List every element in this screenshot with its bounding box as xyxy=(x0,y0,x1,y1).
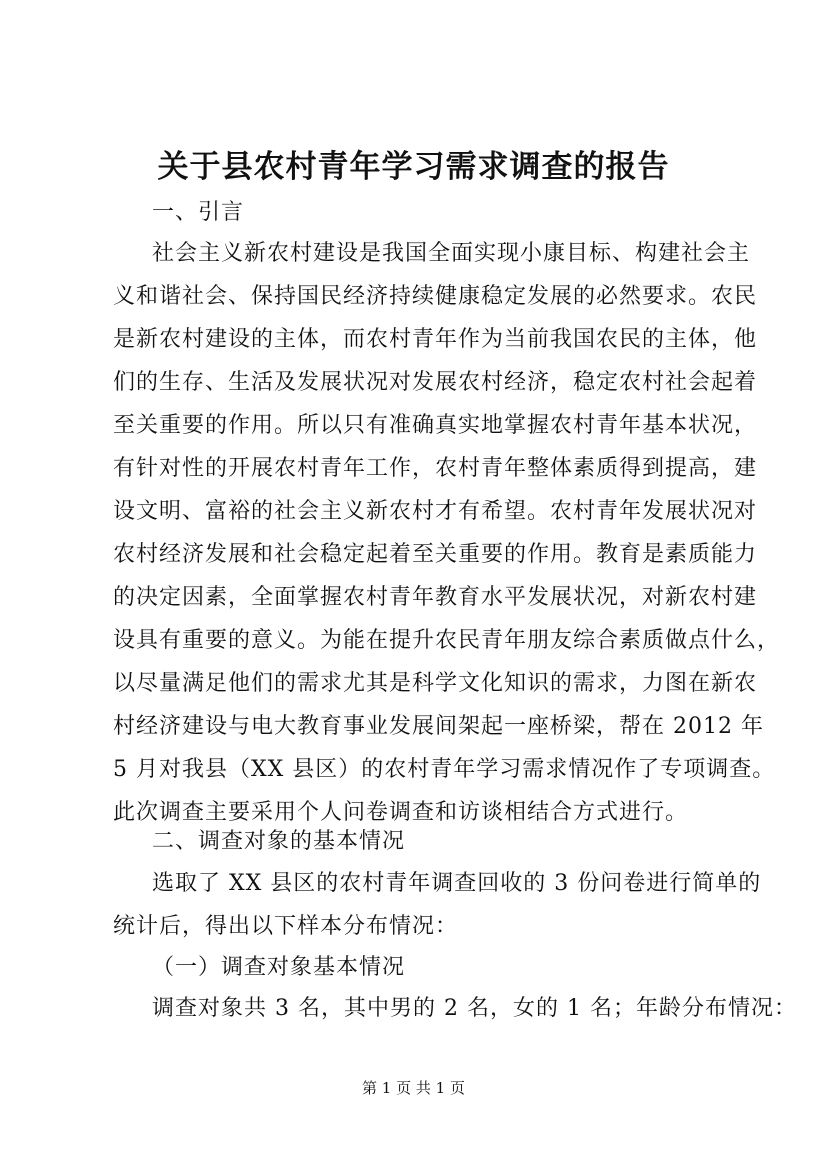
paragraph-line: 调查对象共 3 名，其中男的 2 名，女的 1 名；年龄分布情况： xyxy=(152,996,797,1021)
paragraph-line: 设具有重要的意义。为能在提升农民青年朋友综合素质做点什么， xyxy=(113,628,781,653)
section-heading-introduction: 一、引言 xyxy=(152,200,245,225)
paragraph-line: 们的生存、生活及发展状况对发展农村经济，稳定农村社会起着 xyxy=(113,370,758,395)
paragraph-line: 农村经济发展和社会稳定起着至关重要的作用。教育是素质能力 xyxy=(113,542,758,567)
paragraph-line: 设文明、富裕的社会主义新农村才有希望。农村青年发展状况对 xyxy=(113,499,758,524)
paragraph-line: 选取了 XX 县区的农村青年调查回收的 3 份问卷进行简单的 xyxy=(152,871,762,896)
paragraph-line: 有针对性的开展农村青年工作，农村青年整体素质得到提高，建 xyxy=(113,456,758,481)
paragraph-line: 统计后，得出以下样本分布情况： xyxy=(113,914,459,939)
paragraph-line: 以尽量满足他们的需求尤其是科学文化知识的需求，力图在新农 xyxy=(113,671,758,696)
paragraph-line: 5 月对我县（XX 县区）的农村青年学习需求情况作了专项调查。 xyxy=(113,757,776,782)
paragraph-line: 村经济建设与电大教育事业发展间架起一座桥梁，帮在 2012 年 xyxy=(113,714,764,739)
paragraph-line: 是新农村建设的主体，而农村青年作为当前我国农民的主体，他 xyxy=(113,327,758,352)
paragraph-line: 此次调查主要采用个人问卷调查和访谈相结合方式进行。 xyxy=(113,800,689,825)
paragraph-line: 的决定因素，全面掌握农村青年教育水平发展状况，对新农村建 xyxy=(113,585,758,610)
paragraph-line: 社会主义新农村建设是我国全面实现小康目标、构建社会主 xyxy=(152,241,751,266)
paragraph-line: 至关重要的作用。所以只有准确真实地掌握农村青年基本状况， xyxy=(113,413,758,438)
document-title: 关于县农村青年学习需求调查的报告 xyxy=(157,149,670,185)
subsection-heading: （一）调查对象基本情况 xyxy=(152,955,406,980)
paragraph-line: 义和谐社会、保持国民经济持续健康稳定发展的必然要求。农民 xyxy=(113,284,758,309)
section-heading-survey-subjects: 二、调查对象的基本情况 xyxy=(152,829,406,854)
page-number-footer: 第 1 页 共 1 页 xyxy=(362,1079,465,1097)
